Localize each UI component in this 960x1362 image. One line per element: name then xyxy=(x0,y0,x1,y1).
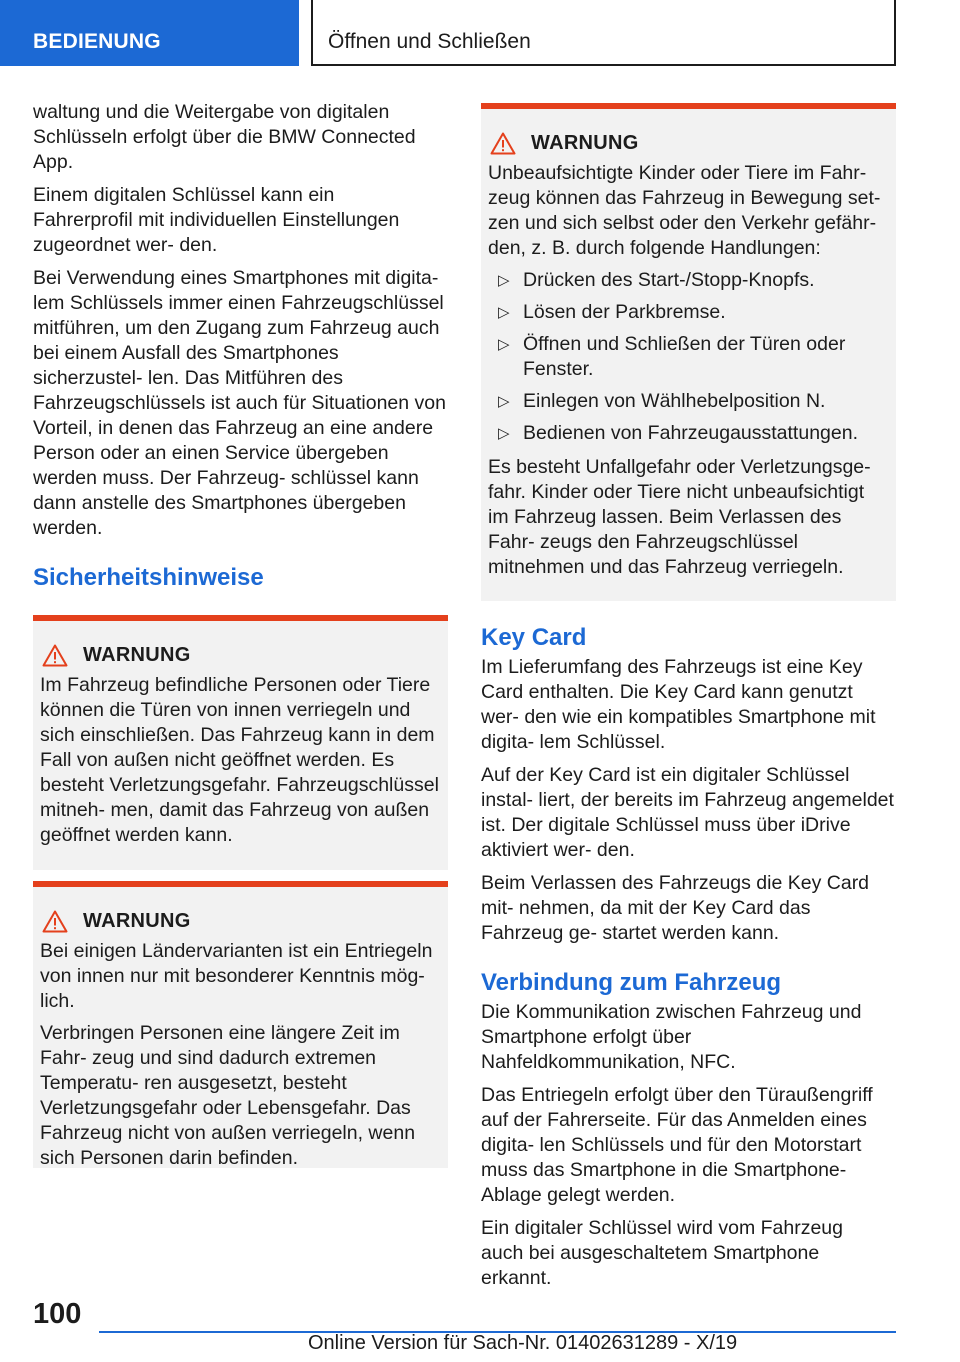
left-column xyxy=(33,100,448,1168)
list-item xyxy=(488,268,889,293)
list-item-text: Öffnen und Schließen der Türen oder Fenster. xyxy=(523,333,846,380)
list-item-text: Drücken des Start-/Stopp-Knopfs. xyxy=(523,269,815,291)
triangle-bullet-icon: ▷ xyxy=(498,425,510,442)
warning-text: Es besteht Unfallgefahr oder Verletzungsge- fahr. Kinder oder Tiere nicht unbeaufsichtigt im Fahrzeug lassen. Beim Verlassen des Fahr- zeugs den Fahrzeugschlüssel mitnehmen und das Fahrzeug verriegeln. xyxy=(488,456,871,578)
triangle-bullet-icon: ▷ xyxy=(498,304,510,321)
paragraph: Im Lieferumfang des Fahrzeugs ist eine Key Card enthalten. Die Key Card kann genutzt wer- den wie ein kompatibles Smartphone mit digita- lem Schlüssel. xyxy=(481,656,876,753)
list-item-text: Einlegen von Wählhebelposition N. xyxy=(523,390,826,412)
list-item xyxy=(488,389,889,414)
paragraph: Ein digitaler Schlüssel wird vom Fahrzeug auch bei ausgeschaltetem Smartphone erkannt. xyxy=(481,1217,843,1289)
warning-action-list xyxy=(488,268,889,446)
warning-header xyxy=(40,643,441,667)
heading-safety-notes: Sicherheitshinweise xyxy=(33,564,264,591)
paragraph: Die Kommunikation zwischen Fahrzeug und Smartphone erfolgt über Nahfeldkommunikation, NFC. xyxy=(481,1001,862,1073)
triangle-bullet-icon: ▷ xyxy=(498,393,510,410)
footer-online-version: Online Version für Sach-Nr. 01402631289 - X/19 xyxy=(308,1332,738,1354)
warning-triangle-icon xyxy=(42,910,68,933)
heading-key-card: Key Card xyxy=(481,624,587,651)
list-item-text: Bedienen von Fahrzeugausstattungen. xyxy=(523,422,858,444)
warning-header xyxy=(488,131,889,155)
warning-triangle-icon xyxy=(42,644,68,667)
warning-header xyxy=(40,909,441,933)
warning-box xyxy=(481,103,896,601)
list-item-text: Lösen der Parkbremse. xyxy=(523,301,726,323)
warning-text: Verbringen Personen eine längere Zeit im Fahr- zeug und sind dadurch extremen Temperatu- ren ausgesetzt, besteht Verletzungsgefahr oder Lebensgefahr. Das Fahrzeug nicht von außen verriegeln, wenn sich Personen darin befinden. xyxy=(40,1022,416,1169)
header-chapter-box xyxy=(311,0,896,66)
paragraph: Einem digitalen Schlüssel kann ein Fahrerprofil mit individuellen Einstellungen zugeordnet wer- den. xyxy=(33,184,400,256)
intro-text xyxy=(33,100,448,541)
header-section-tab xyxy=(0,0,299,66)
triangle-bullet-icon: ▷ xyxy=(498,336,510,353)
section-title: BEDIENUNG xyxy=(33,30,161,53)
paragraph: Beim Verlassen des Fahrzeugs die Key Card mit- nehmen, da mit der Key Card das Fahrzeug ge- startet werden kann. xyxy=(481,872,870,944)
warning-title: WARNUNG xyxy=(531,131,639,154)
paragraph: waltung und die Weitergabe von digitalen Schlüsseln erfolgt über die BMW Connected App. xyxy=(33,101,416,173)
paragraph: Das Entriegeln erfolgt über den Türaußengriff auf der Fahrerseite. Für das Anmelden eines digita- len Schlüssels und für den Motorstart muss das Smartphone in die Smartphone-Ablage gelegt werden. xyxy=(481,1084,873,1206)
chapter-title: Öffnen und Schließen xyxy=(328,30,531,53)
warning-title: WARNUNG xyxy=(83,643,191,666)
list-item xyxy=(488,300,889,325)
warning-triangle-icon xyxy=(490,132,516,155)
paragraph: Bei Verwendung eines Smartphones mit digita- lem Schlüssels immer einen Fahrzeugschlüssel mitführen, um den Zugang zum Fahrzeug auch bei einem Ausfall des Smartphones sicherzustel- len. Das Mitführen des Fahrzeugschlüssels ist auch für Situationen von Vorteil, in denen das Fahrzeug an eine andere Person oder an einen Service übergeben werden muss. Der Fahrzeug- schlüssel kann dann anstelle des Smartphones übergeben werden. xyxy=(33,267,446,539)
warning-text: Im Fahrzeug befindliche Personen oder Tiere können die Türen von innen verriegeln und sich einschließen. Das Fahrzeug kann in dem Fall von außen nicht geöffnet werden. Es besteht Verletzungsgefahr. Fahrzeugschlüssel mitneh- men, damit das Fahrzeug von außen geöffnet werden kann. xyxy=(40,674,439,846)
page-number: 100 xyxy=(33,1298,82,1330)
warning-title: WARNUNG xyxy=(83,909,191,932)
warning-text: Bei einigen Ländervarianten ist ein Entriegeln von innen nur mit besonderer Kenntnis mög- lich. xyxy=(40,940,433,1012)
warning-box xyxy=(33,615,448,870)
triangle-bullet-icon: ▷ xyxy=(498,272,510,289)
paragraph: Auf der Key Card ist ein digitaler Schlüssel instal- liert, der bereits im Fahrzeug angemeldet ist. Der digitale Schlüssel muss über iDrive aktiviert wer- den. xyxy=(481,764,894,861)
list-item xyxy=(488,332,889,382)
warning-box xyxy=(33,881,448,1168)
right-column xyxy=(481,103,896,1299)
warning-text: Unbeaufsichtigte Kinder oder Tiere im Fahr- zeug können das Fahrzeug in Bewegung set- zen und sich selbst oder den Verkehr gefähr- den, z. B. durch folgende Handlungen: xyxy=(488,162,881,259)
list-item xyxy=(488,421,889,446)
heading-vehicle-connection: Verbindung zum Fahrzeug xyxy=(481,969,782,996)
